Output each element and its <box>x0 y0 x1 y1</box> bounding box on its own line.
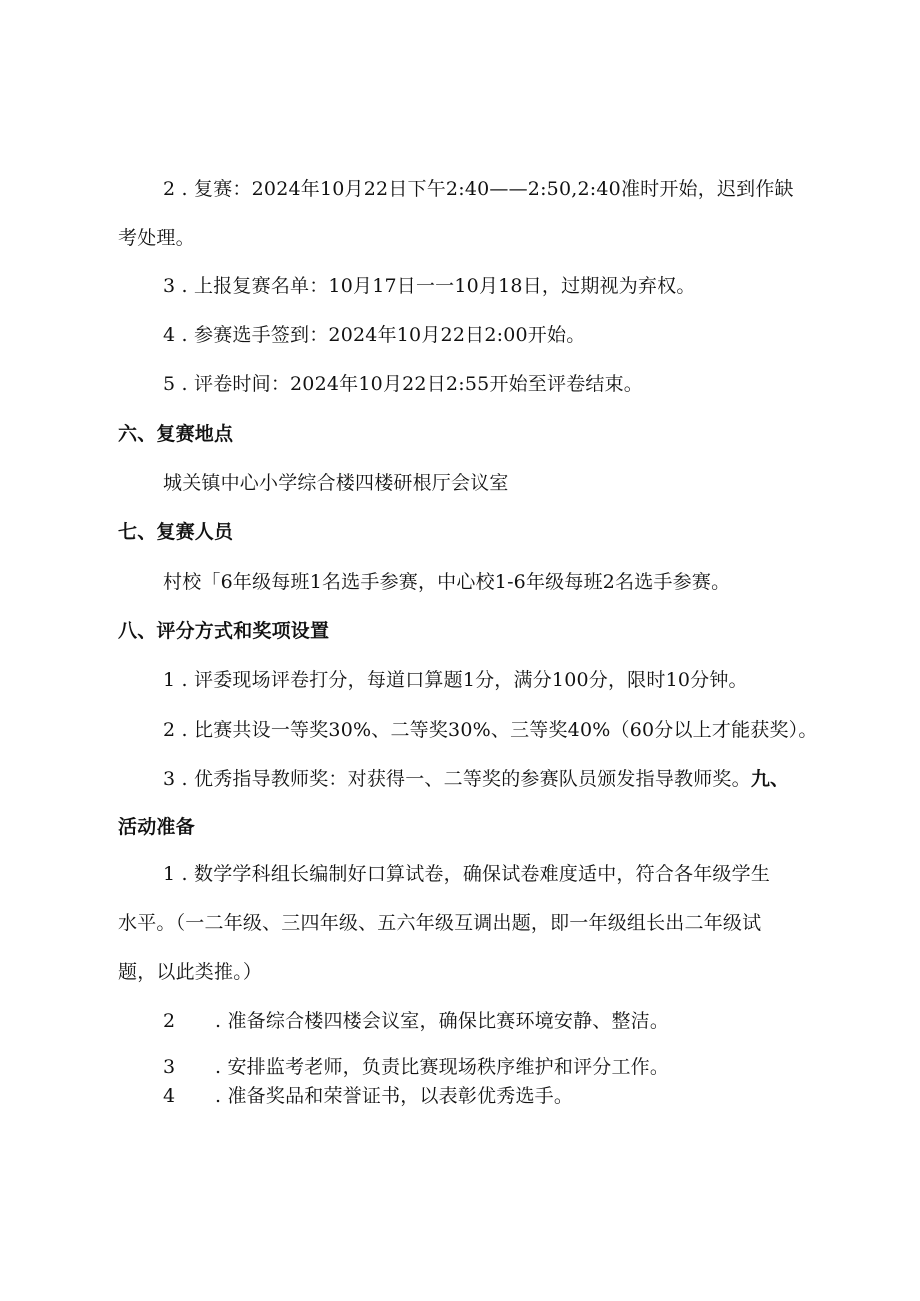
item-number: 4 <box>163 324 176 346</box>
section-8-item-2 <box>163 718 818 742</box>
item-text: . 准备奖品和荣誉证书，以表彰优秀选手。 <box>215 1085 574 1107</box>
section-9-item-1-line3: 题，以此类推。） <box>118 961 263 983</box>
item-number: 3 <box>163 1056 176 1078</box>
item-number: 1 <box>163 863 176 885</box>
item-text: . 准备综合楼四楼会议室，确保比赛环境安静、整洁。 <box>215 1010 670 1032</box>
section-6-body: 城关镇中心小学综合楼四楼研根厅会议室 <box>163 472 509 494</box>
item-text: . 数学学科组长编制好口算试卷，确保试卷难度适中，符合各年级学生 <box>175 863 771 885</box>
schedule-item-3 <box>163 274 696 298</box>
section-9-heading: 活动准备 <box>118 816 195 838</box>
item-number: 2 <box>163 719 176 741</box>
item-text: . 比赛共设一等奖30%、二等奖30%、三等奖40%（60分以上才能获奖）。 <box>175 719 818 741</box>
item-text: . 上报复赛名单：10月17日一一10月18日，过期视为弃权。 <box>175 275 696 297</box>
section-8-item-3 <box>163 767 789 791</box>
item-number: 3 <box>163 768 176 790</box>
item-text: . 参赛选手签到：2024年10月22日2:00开始。 <box>175 324 586 346</box>
item-text: . 优秀指导教师奖：对获得一、二等奖的参赛队员颁发指导教师奖。 <box>175 768 751 790</box>
item-text: . 评卷时间：2024年10月22日2:55开始至评卷结束。 <box>175 373 643 395</box>
item-number: 1 <box>163 669 176 691</box>
section-9-item-4 <box>163 1084 573 1108</box>
section-8-item-1 <box>163 668 748 692</box>
section-7-heading: 七、复赛人员 <box>118 521 234 543</box>
section-9-item-2 <box>163 1009 669 1033</box>
item-text: . 评委现场评卷打分，每道口算题1分，满分100分，限时10分钟。 <box>175 669 748 691</box>
item-number: 4 <box>163 1085 176 1107</box>
section-7-body: 村校「6年级每班1名选手参赛，中心校1-6年级每班2名选手参赛。 <box>163 571 731 593</box>
item-number: 2 <box>163 178 176 200</box>
section-9-item-3 <box>163 1055 669 1079</box>
item-text: . 复赛：2024年10月22日下午2:40——2:50,2:40准时开始，迟到作缺 <box>175 178 794 200</box>
section-9-item-1-line2: 水平。（一二年级、三四年级、五六年级互调出题，即一年级组长出二年级试 <box>118 912 762 934</box>
section-8-heading: 八、评分方式和奖项设置 <box>118 620 330 642</box>
section-6-heading: 六、复赛地点 <box>118 423 234 445</box>
schedule-item-2-line1 <box>163 177 794 201</box>
section-9-heading-start: 九、 <box>750 768 790 790</box>
schedule-item-5 <box>163 372 643 396</box>
section-9-item-1-line1 <box>163 862 770 886</box>
schedule-item-4 <box>163 323 585 347</box>
item-number: 3 <box>163 275 176 297</box>
item-number: 2 <box>163 1010 176 1032</box>
schedule-item-2-line2: 考处理。 <box>118 227 195 249</box>
item-number: 5 <box>163 373 176 395</box>
item-text: . 安排监考老师，负责比赛现场秩序维护和评分工作。 <box>215 1056 670 1078</box>
